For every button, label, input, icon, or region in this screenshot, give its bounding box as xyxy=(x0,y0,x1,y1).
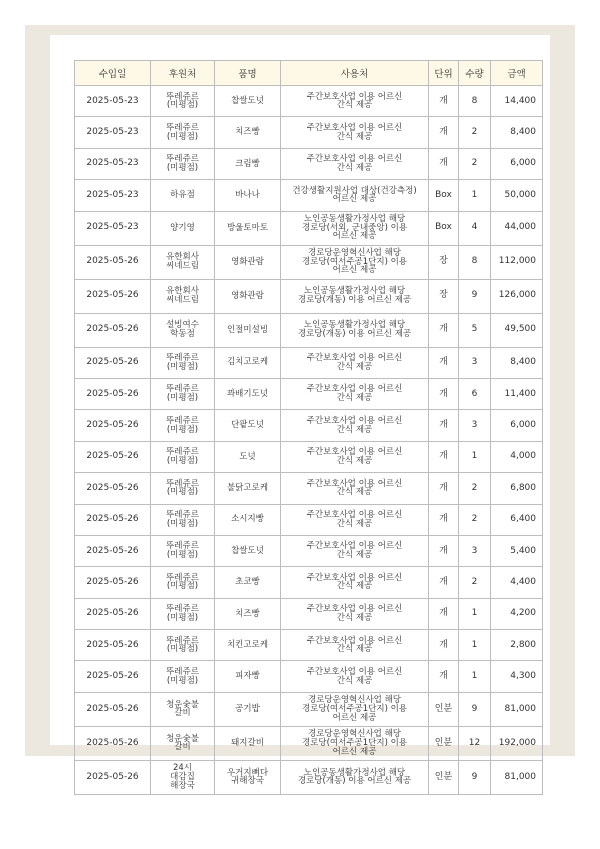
cell-amount: 4,200 xyxy=(491,598,543,629)
cell-quantity: 8 xyxy=(459,245,491,279)
table-row xyxy=(75,279,543,313)
cell-usage: 주간보호사업 이용 어르신 간식 제공 xyxy=(281,504,429,535)
cell-amount: 81,000 xyxy=(491,692,543,726)
cell-date: 2025-05-26 xyxy=(75,598,151,629)
cell-amount: 6,800 xyxy=(491,473,543,504)
cell-donor: 양기영 xyxy=(151,211,215,245)
cell-date: 2025-05-23 xyxy=(75,211,151,245)
cell-donor: 하유점 xyxy=(151,180,215,211)
cell-quantity: 2 xyxy=(459,504,491,535)
cell-unit: 개 xyxy=(429,441,459,472)
cell-item: 도넛 xyxy=(215,441,281,472)
cell-usage: 주간보호사업 이용 어르신 간식 제공 xyxy=(281,567,429,598)
cell-amount: 4,400 xyxy=(491,567,543,598)
cell-date: 2025-05-26 xyxy=(75,410,151,441)
cell-unit: 개 xyxy=(429,598,459,629)
cell-usage: 주간보호사업 이용 어르신 간식 제공 xyxy=(281,661,429,692)
table-row xyxy=(75,313,543,347)
cell-amount: 4,000 xyxy=(491,441,543,472)
cell-unit: 개 xyxy=(429,535,459,566)
table-row xyxy=(75,598,543,629)
cell-amount: 5,400 xyxy=(491,535,543,566)
cell-unit: 개 xyxy=(429,117,459,148)
cell-usage: 주간보호사업 이용 어르신 간식 제공 xyxy=(281,598,429,629)
cell-date: 2025-05-23 xyxy=(75,180,151,211)
cell-amount: 11,400 xyxy=(491,378,543,409)
cell-donor: 뚜레쥬르 (미평점) xyxy=(151,535,215,566)
table-row xyxy=(75,117,543,148)
cell-quantity: 3 xyxy=(459,535,491,566)
table-row xyxy=(75,441,543,472)
table-row xyxy=(75,760,543,794)
cell-quantity: 1 xyxy=(459,630,491,661)
cell-date: 2025-05-26 xyxy=(75,535,151,566)
cell-amount: 6,000 xyxy=(491,148,543,179)
cell-quantity: 1 xyxy=(459,180,491,211)
cell-amount: 126,000 xyxy=(491,279,543,313)
cell-quantity: 1 xyxy=(459,441,491,472)
cell-item: 치즈빵 xyxy=(215,598,281,629)
cell-donor: 청운숯불 갈비 xyxy=(151,726,215,760)
cell-amount: 81,000 xyxy=(491,760,543,794)
cell-unit: 개 xyxy=(429,148,459,179)
cell-amount: 49,500 xyxy=(491,313,543,347)
cell-quantity: 5 xyxy=(459,313,491,347)
cell-item: 영화관람 xyxy=(215,245,281,279)
cell-amount: 6,000 xyxy=(491,410,543,441)
cell-donor: 24시 대감집 해장국 xyxy=(151,760,215,794)
cell-date: 2025-05-26 xyxy=(75,441,151,472)
cell-donor: 뚜레쥬르 (미평점) xyxy=(151,347,215,378)
cell-date: 2025-05-26 xyxy=(75,378,151,409)
cell-donor: 청운숯불 갈비 xyxy=(151,692,215,726)
cell-item: 우거지뼈다 귀해장국 xyxy=(215,760,281,794)
table-row xyxy=(75,347,543,378)
cell-usage: 경로당운영혁신사업 해당 경로당(여서주공1단지) 이용 어르신 제공 xyxy=(281,245,429,279)
cell-date: 2025-05-26 xyxy=(75,347,151,378)
cell-donor: 뚜레쥬르 (미평점) xyxy=(151,598,215,629)
cell-quantity: 2 xyxy=(459,148,491,179)
table-row xyxy=(75,630,543,661)
cell-date: 2025-05-23 xyxy=(75,86,151,117)
table-row xyxy=(75,180,543,211)
cell-usage: 노인공동생활가정사업 해당 경로당(개동) 이용 어르신 제공 xyxy=(281,313,429,347)
cell-usage: 주간보호사업 이용 어르신 간식 제공 xyxy=(281,148,429,179)
cell-quantity: 6 xyxy=(459,378,491,409)
cell-item: 인절미설빙 xyxy=(215,313,281,347)
cell-date: 2025-05-26 xyxy=(75,661,151,692)
table-row xyxy=(75,535,543,566)
cell-unit: 개 xyxy=(429,473,459,504)
cell-usage: 주간보호사업 이용 어르신 간식 제공 xyxy=(281,630,429,661)
cell-unit: 개 xyxy=(429,567,459,598)
cell-quantity: 3 xyxy=(459,410,491,441)
cell-unit: 개 xyxy=(429,630,459,661)
cell-donor: 뚜레쥬르 (미평점) xyxy=(151,410,215,441)
cell-item: 소시지빵 xyxy=(215,504,281,535)
cell-unit: Box xyxy=(429,211,459,245)
cell-donor: 뚜레쥬르 (미평점) xyxy=(151,148,215,179)
cell-usage: 경로당운영혁신사업 해당 경로당(여서주공1단지) 이용 어르신 제공 xyxy=(281,726,429,760)
cell-date: 2025-05-23 xyxy=(75,117,151,148)
table-row xyxy=(75,504,543,535)
cell-date: 2025-05-26 xyxy=(75,504,151,535)
cell-usage: 경로당운영혁신사업 해당 경로당(여서주공1단지) 이용 어르신 제공 xyxy=(281,692,429,726)
cell-date: 2025-05-26 xyxy=(75,726,151,760)
table-row xyxy=(75,211,543,245)
header-usage: 사용처 xyxy=(281,61,429,86)
cell-amount: 8,400 xyxy=(491,117,543,148)
cell-item: 치즈빵 xyxy=(215,117,281,148)
cell-item: 단팥도넛 xyxy=(215,410,281,441)
header-item: 품명 xyxy=(215,61,281,86)
donation-table xyxy=(74,60,543,795)
cell-donor: 뚜레쥬르 (미평점) xyxy=(151,473,215,504)
cell-unit: 개 xyxy=(429,347,459,378)
cell-quantity: 4 xyxy=(459,211,491,245)
table-row xyxy=(75,726,543,760)
cell-donor: 유한회사 씨네드림 xyxy=(151,279,215,313)
cell-amount: 14,400 xyxy=(491,86,543,117)
cell-quantity: 9 xyxy=(459,279,491,313)
cell-unit: 개 xyxy=(429,504,459,535)
cell-usage: 주간보호사업 이용 어르신 간식 제공 xyxy=(281,441,429,472)
cell-amount: 44,000 xyxy=(491,211,543,245)
cell-usage: 주간보호사업 이용 어르신 간식 제공 xyxy=(281,117,429,148)
cell-date: 2025-05-26 xyxy=(75,245,151,279)
cell-item: 김치고로케 xyxy=(215,347,281,378)
document-frame xyxy=(25,25,575,791)
table-row xyxy=(75,86,543,117)
table-row xyxy=(75,410,543,441)
cell-date: 2025-05-26 xyxy=(75,473,151,504)
cell-amount: 192,000 xyxy=(491,726,543,760)
cell-unit: 장 xyxy=(429,245,459,279)
cell-donor: 유한회사 씨네드림 xyxy=(151,245,215,279)
cell-quantity: 3 xyxy=(459,347,491,378)
cell-donor: 설빙여수 학동점 xyxy=(151,313,215,347)
cell-quantity: 8 xyxy=(459,86,491,117)
cell-usage: 주간보호사업 이용 어르신 간식 제공 xyxy=(281,535,429,566)
cell-item: 찹쌀도넛 xyxy=(215,86,281,117)
cell-unit: 개 xyxy=(429,86,459,117)
cell-quantity: 9 xyxy=(459,692,491,726)
document-page xyxy=(50,35,550,791)
cell-donor: 뚜레쥬르 (미평점) xyxy=(151,661,215,692)
cell-item: 치킨고로케 xyxy=(215,630,281,661)
cell-amount: 112,000 xyxy=(491,245,543,279)
cell-item: 찹쌀도넛 xyxy=(215,535,281,566)
cell-item: 초코빵 xyxy=(215,567,281,598)
cell-usage: 주간보호사업 이용 어르신 간식 제공 xyxy=(281,378,429,409)
table-row xyxy=(75,661,543,692)
cell-donor: 뚜레쥬르 (미평점) xyxy=(151,441,215,472)
cell-item: 꽈배기도넛 xyxy=(215,378,281,409)
cell-item: 불닭고로케 xyxy=(215,473,281,504)
cell-unit: 개 xyxy=(429,410,459,441)
cell-item: 방울토마토 xyxy=(215,211,281,245)
table-header-row xyxy=(75,61,543,86)
cell-usage: 노인공동생활가정사업 해당 경로당(서외, 군내중앙) 이용 어르신 제공 xyxy=(281,211,429,245)
cell-unit: 인분 xyxy=(429,760,459,794)
cell-date: 2025-05-23 xyxy=(75,148,151,179)
cell-amount: 4,300 xyxy=(491,661,543,692)
table-row xyxy=(75,473,543,504)
cell-item: 크림빵 xyxy=(215,148,281,179)
cell-donor: 뚜레쥬르 (미평점) xyxy=(151,567,215,598)
cell-donor: 뚜레쥬르 (미평점) xyxy=(151,117,215,148)
cell-usage: 주간보호사업 이용 어르신 간식 제공 xyxy=(281,86,429,117)
cell-donor: 뚜레쥬르 (미평점) xyxy=(151,378,215,409)
cell-item: 공기밥 xyxy=(215,692,281,726)
cell-quantity: 2 xyxy=(459,117,491,148)
table-body xyxy=(75,86,543,795)
header-unit: 단위 xyxy=(429,61,459,86)
cell-usage: 주간보호사업 이용 어르신 간식 제공 xyxy=(281,410,429,441)
cell-unit: 인분 xyxy=(429,692,459,726)
cell-item: 영화관람 xyxy=(215,279,281,313)
cell-unit: 개 xyxy=(429,313,459,347)
cell-unit: 인분 xyxy=(429,726,459,760)
cell-item: 피자빵 xyxy=(215,661,281,692)
table-row xyxy=(75,148,543,179)
cell-item: 돼지갈비 xyxy=(215,726,281,760)
cell-unit: 장 xyxy=(429,279,459,313)
cell-date: 2025-05-26 xyxy=(75,279,151,313)
table-row xyxy=(75,692,543,726)
cell-usage: 주간보호사업 이용 어르신 간식 제공 xyxy=(281,473,429,504)
header-amount: 금액 xyxy=(491,61,543,86)
table-row xyxy=(75,567,543,598)
header-date: 수입일 xyxy=(75,61,151,86)
cell-date: 2025-05-26 xyxy=(75,313,151,347)
header-quantity: 수량 xyxy=(459,61,491,86)
cell-amount: 50,000 xyxy=(491,180,543,211)
cell-date: 2025-05-26 xyxy=(75,630,151,661)
cell-usage: 노인공동생활가정사업 해당 경로당(개동) 이용 어르신 제공 xyxy=(281,279,429,313)
cell-amount: 2,800 xyxy=(491,630,543,661)
cell-date: 2025-05-26 xyxy=(75,567,151,598)
cell-quantity: 1 xyxy=(459,598,491,629)
cell-usage: 건강생활지원사업 대상(건강측정) 어르신 제공 xyxy=(281,180,429,211)
cell-quantity: 9 xyxy=(459,760,491,794)
table-row xyxy=(75,245,543,279)
cell-date: 2025-05-26 xyxy=(75,692,151,726)
cell-unit: Box xyxy=(429,180,459,211)
table-row xyxy=(75,378,543,409)
cell-quantity: 2 xyxy=(459,567,491,598)
cell-usage: 노인공동생활가정사업 해당 경로당(개동) 이용 어르신 제공 xyxy=(281,760,429,794)
cell-quantity: 1 xyxy=(459,661,491,692)
cell-donor: 뚜레쥬르 (미평점) xyxy=(151,86,215,117)
cell-donor: 뚜레쥬르 (미평점) xyxy=(151,504,215,535)
cell-item: 바나나 xyxy=(215,180,281,211)
cell-unit: 개 xyxy=(429,378,459,409)
cell-usage: 주간보호사업 이용 어르신 간식 제공 xyxy=(281,347,429,378)
cell-amount: 6,400 xyxy=(491,504,543,535)
cell-quantity: 12 xyxy=(459,726,491,760)
cell-date: 2025-05-26 xyxy=(75,760,151,794)
cell-amount: 8,400 xyxy=(491,347,543,378)
cell-quantity: 2 xyxy=(459,473,491,504)
header-donor: 후원처 xyxy=(151,61,215,86)
cell-donor: 뚜레쥬르 (미평점) xyxy=(151,630,215,661)
cell-unit: 개 xyxy=(429,661,459,692)
